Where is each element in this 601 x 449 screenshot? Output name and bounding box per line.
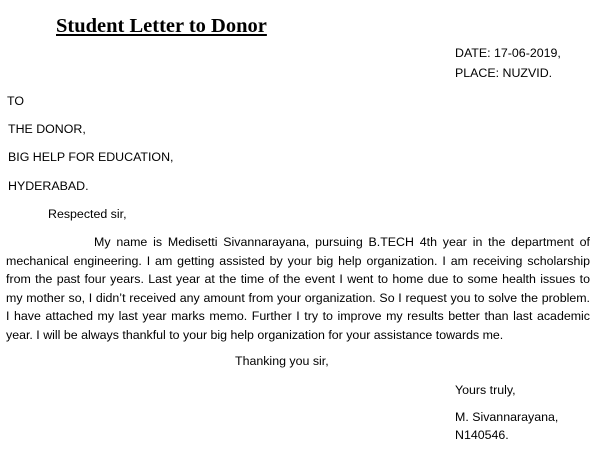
signature-name: M. Sivannarayana,	[455, 410, 559, 424]
recipient-line-2: BIG HELP FOR EDUCATION,	[8, 150, 174, 164]
thanks-line: Thanking you sir,	[235, 354, 329, 368]
date-line: DATE: 17-06-2019,	[455, 46, 561, 60]
salutation: Respected sir,	[48, 207, 127, 221]
recipient-line-1: THE DONOR,	[8, 122, 86, 136]
letter-body: My name is Medisetti Sivannarayana, pursuing B.TECH 4th year in the department of mechanical engineering. I am getting assisted by your big help organization. I am receiving scholarship from the past four years. Last year at the time of the event I went to home due to some health issues to my mother so, I didn’t received any amount from your organization. So I request you to solve the problem. I have attached my last year marks memo. Further I try to improve my results better than last academic year. I will be always thankful to your big help organization for your assistance towards me.	[6, 235, 590, 342]
signature-id: N140546.	[455, 428, 509, 442]
to-label: TO	[7, 94, 24, 108]
closing-line: Yours truly,	[455, 383, 516, 397]
recipient-line-3: HYDERABAD.	[8, 179, 89, 193]
place-line: PLACE: NUZVID.	[455, 66, 553, 80]
document-title: Student Letter to Donor	[56, 15, 267, 37]
